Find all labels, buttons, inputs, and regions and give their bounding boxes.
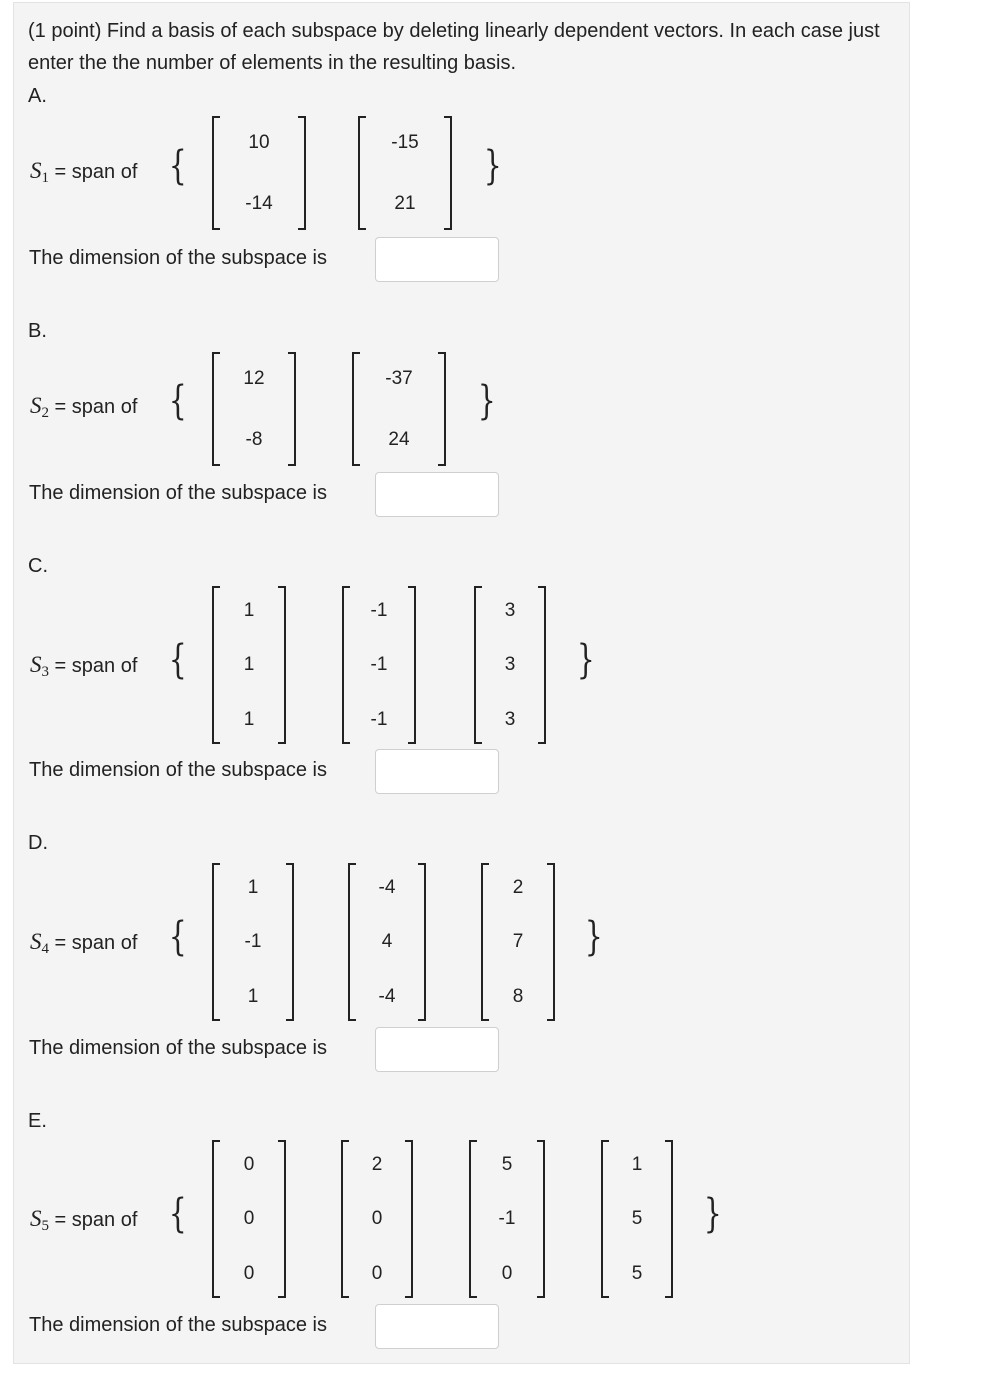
open-brace: { bbox=[168, 1191, 187, 1237]
vector-entry: -1 bbox=[370, 600, 388, 621]
part-c-label: C. bbox=[28, 555, 48, 577]
part-a-span-label bbox=[30, 158, 137, 187]
close-brace: } bbox=[703, 1191, 722, 1237]
vector-entry: 24 bbox=[388, 429, 410, 450]
set-subscript: 5 bbox=[41, 1218, 49, 1234]
span-of-text: = span of bbox=[49, 655, 138, 677]
close-brace: } bbox=[483, 143, 502, 189]
close-brace: } bbox=[477, 378, 496, 424]
vector-entry: 0 bbox=[243, 1154, 255, 1175]
part-a-label: A. bbox=[28, 85, 47, 107]
vector-entry: 5 bbox=[631, 1263, 643, 1284]
vector-entry: 0 bbox=[371, 1263, 383, 1284]
part-c-answer-input[interactable] bbox=[375, 749, 499, 794]
vector-d-1 bbox=[212, 863, 294, 1021]
vector-a-1 bbox=[212, 116, 306, 230]
vector-b-2 bbox=[352, 352, 446, 466]
part-b-dimension-label: The dimension of the subspace is bbox=[29, 482, 327, 504]
open-brace: { bbox=[168, 378, 187, 424]
part-e-span-label bbox=[30, 1206, 137, 1235]
vector-c-3 bbox=[474, 586, 546, 744]
vector-entry: 3 bbox=[504, 654, 516, 675]
vector-entry: 1 bbox=[243, 654, 255, 675]
vector-entry: 0 bbox=[243, 1263, 255, 1284]
open-brace: { bbox=[168, 637, 187, 683]
vector-entry: -14 bbox=[245, 193, 273, 214]
vector-e-3 bbox=[469, 1140, 545, 1298]
span-of-text: = span of bbox=[49, 161, 138, 183]
vector-entry: 3 bbox=[504, 600, 516, 621]
vector-entry: 1 bbox=[631, 1154, 643, 1175]
span-of-text: = span of bbox=[49, 932, 138, 954]
vector-entry: 0 bbox=[501, 1263, 513, 1284]
vector-a-2 bbox=[358, 116, 452, 230]
vector-entry: 1 bbox=[243, 600, 255, 621]
part-c-span-label bbox=[30, 652, 137, 681]
vector-entry: 21 bbox=[394, 193, 416, 214]
vector-entry: 2 bbox=[371, 1154, 383, 1175]
vector-d-2 bbox=[348, 863, 426, 1021]
part-a-dimension-label: The dimension of the subspace is bbox=[29, 247, 327, 269]
part-d-dimension-label: The dimension of the subspace is bbox=[29, 1037, 327, 1059]
vector-entry: 2 bbox=[512, 877, 524, 898]
vector-entry: -1 bbox=[498, 1208, 516, 1229]
vector-entry: -4 bbox=[378, 986, 396, 1007]
part-e-label: E. bbox=[28, 1110, 47, 1132]
part-d-answer-input[interactable] bbox=[375, 1027, 499, 1072]
span-of-text: = span of bbox=[49, 1209, 138, 1231]
part-b-answer-input[interactable] bbox=[375, 472, 499, 517]
vector-entry: -37 bbox=[385, 368, 413, 389]
part-a-answer-input[interactable] bbox=[375, 237, 499, 282]
vector-entry: -4 bbox=[378, 877, 396, 898]
set-subscript: 1 bbox=[41, 170, 49, 186]
part-d-label: D. bbox=[28, 832, 48, 854]
set-subscript: 2 bbox=[41, 405, 49, 421]
vector-d-3 bbox=[481, 863, 555, 1021]
part-c-dimension-label: The dimension of the subspace is bbox=[29, 759, 327, 781]
open-brace: { bbox=[168, 143, 187, 189]
vector-entry: 10 bbox=[248, 132, 270, 153]
vector-entry: -15 bbox=[391, 132, 419, 153]
vector-entry: 1 bbox=[247, 877, 259, 898]
vector-entry: -1 bbox=[370, 709, 388, 730]
set-symbol: S bbox=[30, 393, 42, 418]
vector-c-2 bbox=[342, 586, 416, 744]
vector-entry: 0 bbox=[243, 1208, 255, 1229]
vector-entry: 4 bbox=[381, 931, 393, 952]
set-symbol: S bbox=[30, 1206, 42, 1231]
set-symbol: S bbox=[30, 158, 42, 183]
vector-entry: 3 bbox=[504, 709, 516, 730]
vector-entry: -1 bbox=[370, 654, 388, 675]
part-e-dimension-label: The dimension of the subspace is bbox=[29, 1314, 327, 1336]
vector-entry: 1 bbox=[247, 986, 259, 1007]
vector-b-1 bbox=[212, 352, 296, 466]
part-e-answer-input[interactable] bbox=[375, 1304, 499, 1349]
close-brace: } bbox=[584, 914, 603, 960]
vector-entry: 5 bbox=[501, 1154, 513, 1175]
set-subscript: 3 bbox=[41, 664, 49, 680]
vector-entry: -8 bbox=[245, 429, 263, 450]
vector-entry: 8 bbox=[512, 986, 524, 1007]
vector-entry: 5 bbox=[631, 1208, 643, 1229]
part-d-span-label bbox=[30, 929, 137, 958]
span-of-text: = span of bbox=[49, 396, 138, 418]
open-brace: { bbox=[168, 914, 187, 960]
vector-entry: 12 bbox=[243, 368, 265, 389]
vector-entry: 1 bbox=[243, 709, 255, 730]
part-b-span-label bbox=[30, 393, 137, 422]
set-symbol: S bbox=[30, 652, 42, 677]
vector-e-1 bbox=[212, 1140, 286, 1298]
set-subscript: 4 bbox=[41, 941, 49, 957]
part-b-label: B. bbox=[28, 320, 47, 342]
close-brace: } bbox=[576, 637, 595, 683]
problem-intro: (1 point) Find a basis of each subspace by deleting linearly dependent vectors. In each case just enter the the number of elements in the resulting basis. bbox=[28, 20, 880, 74]
vector-e-4 bbox=[601, 1140, 673, 1298]
vector-entry: -1 bbox=[244, 931, 262, 952]
set-symbol: S bbox=[30, 929, 42, 954]
vector-e-2 bbox=[341, 1140, 413, 1298]
vector-c-1 bbox=[212, 586, 286, 744]
vector-entry: 7 bbox=[512, 931, 524, 952]
problem-panel bbox=[13, 2, 910, 1364]
vector-entry: 0 bbox=[371, 1208, 383, 1229]
